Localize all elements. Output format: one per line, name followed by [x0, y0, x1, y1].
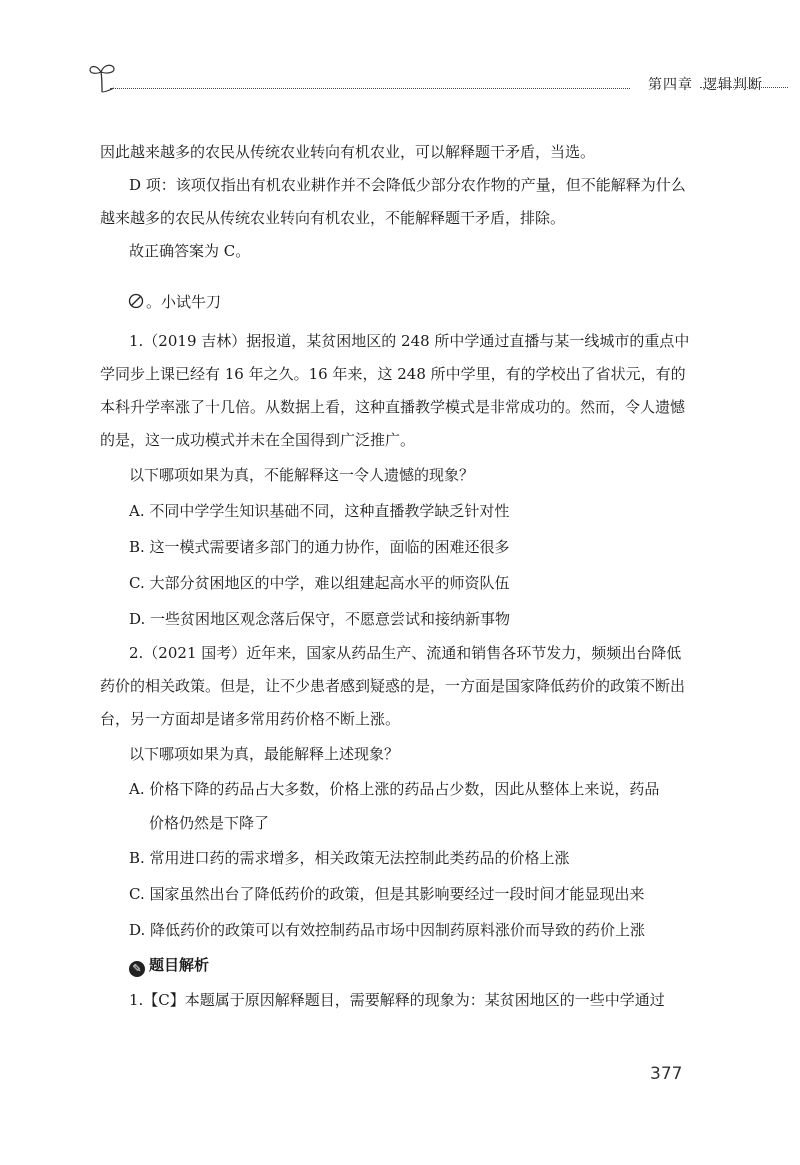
- paragraph: 故正确答案为 C。: [129, 242, 251, 260]
- question-1-stem: 1.（2019 吉林）据报道，某贫困地区的 248 所中学通过直播与某一线城市的重点中学同步上课已经有 16 年之久。16 年来，这 248 所中学里，有的学校出了省状元，有的本科升学率涨了十几倍。从数据上看，这种直播教学模式是非常成功的。然而，令人遗憾的是，这一成功模式并未在全国得到广泛推广。: [100, 332, 690, 449]
- paragraph: 因此越来越多的农民从传统农业转向有机农业，可以解释题干矛盾，当选。: [100, 143, 596, 161]
- question-1-option-a: A. 不同中学学生知识基础不同，这种直播教学缺乏针对性: [129, 502, 510, 520]
- chapter-title: [648, 74, 773, 94]
- question-1-option-d: D. 一些贫困地区观念落后保守，不愿意尝试和接纳新事物: [129, 610, 511, 628]
- question-2-prompt: 以下哪项如果为真，最能解释上述现象？: [129, 745, 400, 763]
- analysis-title: 题目解析: [149, 956, 210, 974]
- page-header: [88, 60, 763, 96]
- pencil-badge-icon: ✎: [129, 961, 145, 977]
- question-1-option-c: C. 大部分贫困地区的中学，难以组建起高水平的师资队伍: [129, 574, 510, 592]
- practice-section-title: 。小试牛刀: [146, 293, 222, 311]
- analysis-heading: [100, 948, 690, 982]
- page-number: 377: [650, 1064, 683, 1084]
- chapter-label: 第四章: [648, 77, 693, 93]
- header-rule: [110, 88, 630, 89]
- analysis-first-line: 1.【C】本题属于原因解释题目，需要解释的现象为：某贫困地区的一些中学通过: [129, 991, 665, 1009]
- question-2-option-a: [100, 772, 690, 840]
- question-2-option-d: D. 降低药价的政策可以有效控制药品市场中因制药原料涨价而导致的药价上涨: [129, 921, 646, 939]
- header-rule-right: [700, 87, 788, 88]
- page-body: [100, 136, 690, 1018]
- question-1-prompt: 以下哪项如果为真，不能解释这一令人遗憾的现象？: [129, 466, 475, 484]
- option-a-line2: 价格仍然是下降了: [149, 814, 270, 832]
- question-1-option-b: B. 这一模式需要诸多部门的通力协作，面临的困难还很多: [129, 538, 510, 556]
- question-2-option-b: B. 常用进口药的需求增多，相关政策无法控制此类药品的价格上涨: [129, 849, 570, 867]
- question-2-stem: 2.（2021 国考）近年来，国家从药品生产、流通和销售各环节发力，频频出台降低药价的相关政策。但是，让不少患者感到疑惑的是，一方面是国家降低药价的政策不断出台，另一方面却是诸多常用药价格不断上涨。: [100, 644, 686, 728]
- section-label: 逻辑判断: [703, 77, 763, 93]
- pencil-circle-icon: [128, 293, 144, 309]
- question-2-option-c: C. 国家虽然出台了降低药价的政策，但是其影响要经过一段时间才能显现出来: [129, 885, 645, 903]
- option-a-line1: A. 价格下降的药品占大多数，价格上涨的药品占少数，因此从整体上来说，药品: [129, 780, 660, 798]
- paragraph: D 项：该项仅指出有机农业耕作并不会降低少部分农作物的产量，但不能解释为什么越来越多的农民从传统农业转向有机农业，不能解释题干矛盾，排除。: [100, 176, 686, 227]
- practice-section-heading: [100, 286, 690, 319]
